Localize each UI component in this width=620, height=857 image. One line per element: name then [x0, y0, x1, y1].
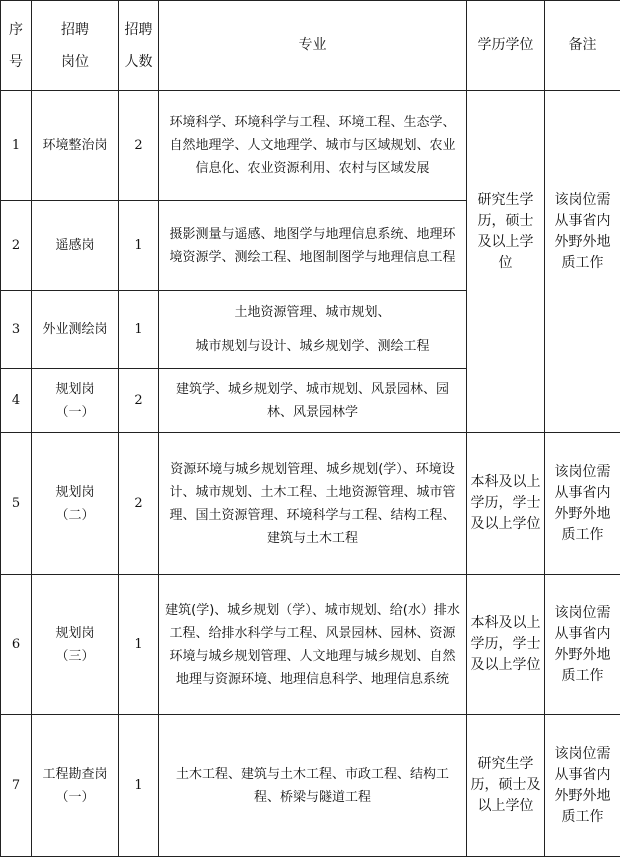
row-seq: 6	[1, 575, 32, 715]
header-note: 备注	[545, 1, 620, 91]
row-post: 外业测绘岗	[32, 291, 119, 369]
row-post: 环境整治岗	[32, 91, 119, 201]
row-major: 土地资源管理、城市规划、 城市规划与设计、城乡规划学、测绘工程	[159, 291, 467, 369]
header-post: 招聘 岗位	[32, 1, 119, 91]
row-post: 遥感岗	[32, 201, 119, 291]
header-seq: 序 号	[1, 1, 32, 91]
row-note: 该岗位需从事省内外野外地质工作	[545, 433, 620, 575]
row-post: 规划岗 （三）	[32, 575, 119, 715]
row-count: 2	[119, 369, 159, 433]
row-count: 2	[119, 91, 159, 201]
row-degree: 研究生学历，硕士及以上学位	[467, 715, 545, 857]
row-degree-group: 研究生学历，硕士及以上学位	[467, 91, 545, 433]
header-degree: 学历学位	[467, 1, 545, 91]
row-note: 该岗位需从事省内外野外地质工作	[545, 715, 620, 857]
row-major: 土木工程、建筑与土木工程、市政工程、结构工程、桥梁与隧道工程	[159, 715, 467, 857]
row-count: 1	[119, 715, 159, 857]
row-count: 1	[119, 291, 159, 369]
row-count: 2	[119, 433, 159, 575]
header-count: 招聘 人数	[119, 1, 159, 91]
row-degree: 本科及以上学历，学士及以上学位	[467, 575, 545, 715]
row-seq: 3	[1, 291, 32, 369]
row-note: 该岗位需从事省内外野外地质工作	[545, 575, 620, 715]
header-row	[1, 1, 620, 91]
row-major: 摄影测量与遥感、地图学与地理信息系统、地理环境资源学、测绘工程、地图制图学与地理信息工程	[159, 201, 467, 291]
row-count: 1	[119, 575, 159, 715]
header-major: 专业	[159, 1, 467, 91]
table-row	[1, 575, 620, 715]
row-degree: 本科及以上学历，学士及以上学位	[467, 433, 545, 575]
table-row	[1, 715, 620, 857]
row-post: 工程勘查岗 （一）	[32, 715, 119, 857]
row-count: 1	[119, 201, 159, 291]
row-major: 建筑学、城乡规划学、城市规划、风景园林、园林、风景园林学	[159, 369, 467, 433]
row-seq: 1	[1, 91, 32, 201]
row-post: 规划岗 （一）	[32, 369, 119, 433]
row-seq: 7	[1, 715, 32, 857]
row-seq: 5	[1, 433, 32, 575]
row-seq: 4	[1, 369, 32, 433]
table-row	[1, 91, 620, 201]
row-note-group: 该岗位需从事省内外野外地质工作	[545, 91, 620, 433]
row-major: 资源环境与城乡规划管理、城乡规划(学）、环境设计、城市规划、土木工程、土地资源管理、城市管理、国土资源管理、环境科学与工程、结构工程、建筑与土木工程	[159, 433, 467, 575]
table-row	[1, 433, 620, 575]
row-post: 规划岗 （二）	[32, 433, 119, 575]
row-seq: 2	[1, 201, 32, 291]
row-major: 环境科学、环境科学与工程、环境工程、生态学、自然地理学、人文地理学、城市与区域规划、农业信息化、农业资源利用、农村与区域发展	[159, 91, 467, 201]
row-major: 建筑(学)、城乡规划（学）、城市规划、给(水）排水工程、给排水科学与工程、风景园林、园林、资源环境与城乡规划管理、人文地理与城乡规划、自然地理与资源环境、地理信息科学、地理信息系统	[159, 575, 467, 715]
